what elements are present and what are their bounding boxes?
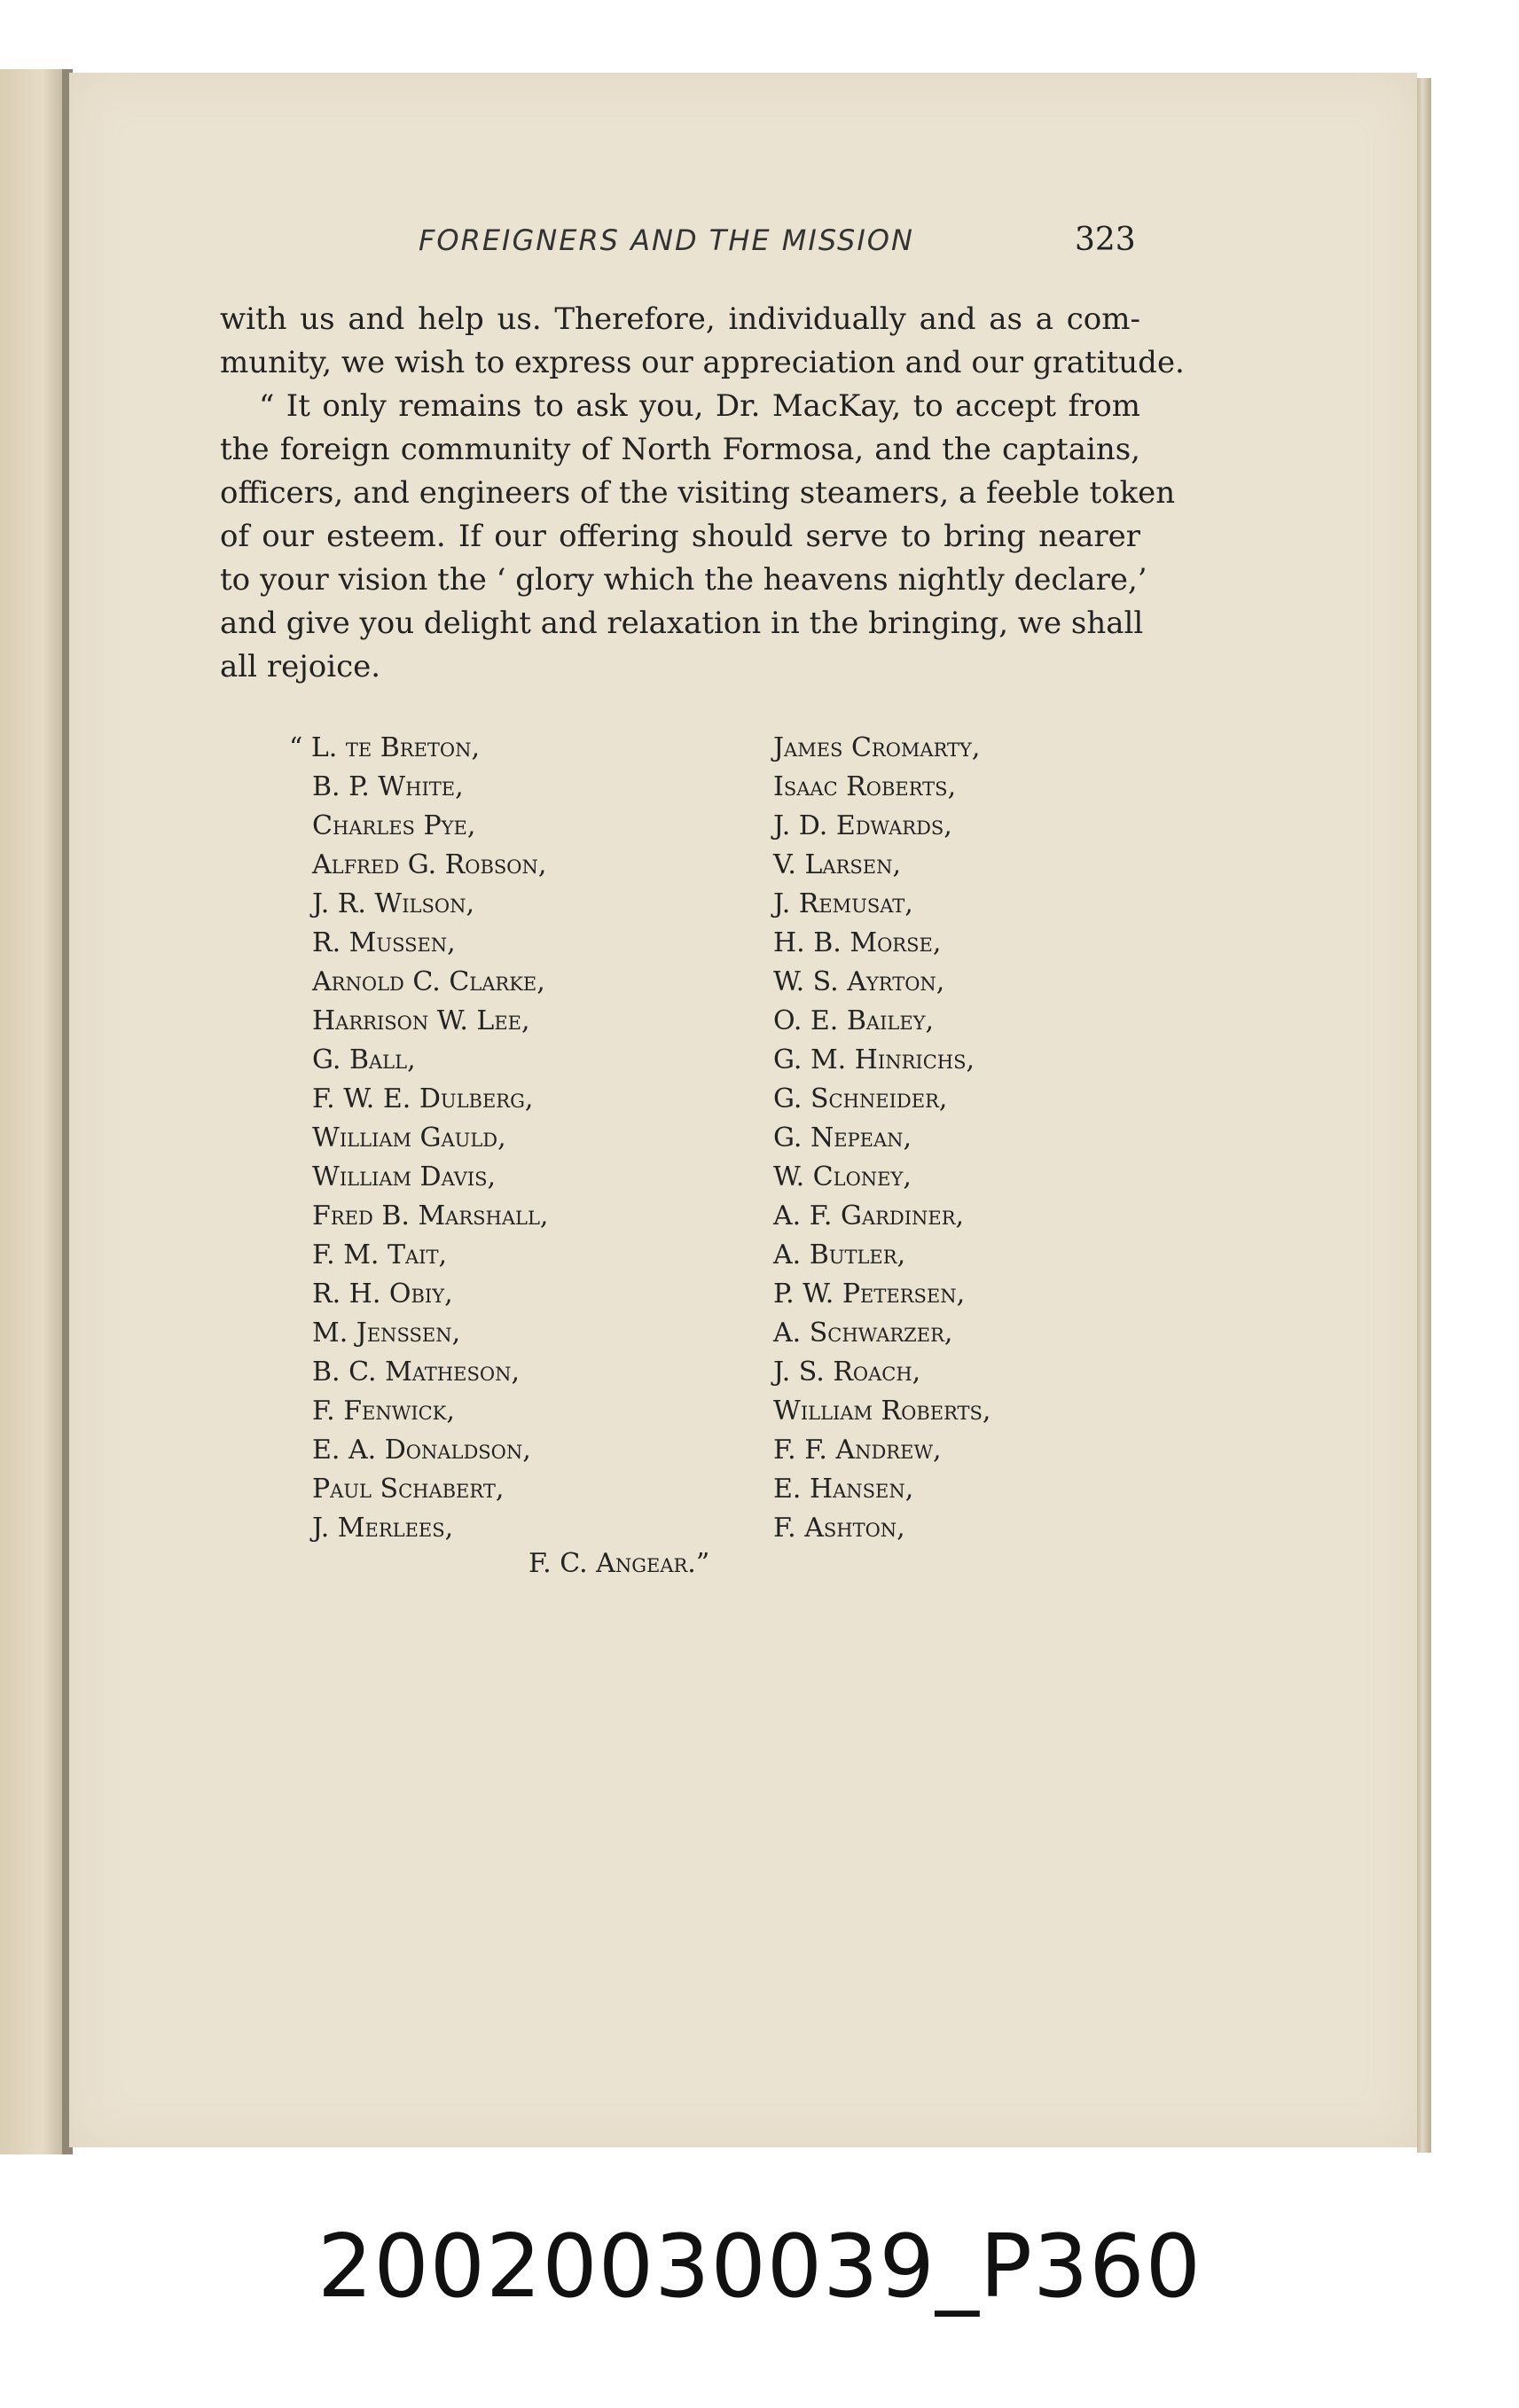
signatory-name: R. Mussen, <box>312 927 456 958</box>
signatory-name: Paul Schabert, <box>312 1474 505 1505</box>
signatory-name: William Gauld, <box>312 1122 506 1153</box>
paragraph-continuation <box>220 298 1185 385</box>
signatory-final: F. C. Angear.” <box>529 1548 710 1579</box>
text-line: and give you delight and relaxation in the bringing, we shall <box>220 606 1144 641</box>
signatory-name: William Davis, <box>312 1161 497 1192</box>
signatory-name: Charles Pye, <box>312 810 476 841</box>
signatory-name: G. Schneider, <box>773 1083 948 1114</box>
signatories-right-column <box>773 729 990 1548</box>
signatory-name: F. F. Andrew, <box>773 1435 942 1466</box>
signatory-name: E. Hansen, <box>773 1474 914 1505</box>
signatory-name: F. Ashton, <box>773 1513 905 1544</box>
signatory-name: J. Remusat, <box>773 888 913 919</box>
signatory-name: G. Ball, <box>312 1044 416 1075</box>
signatory-name: J. R. Wilson, <box>312 888 475 919</box>
signatory-name: “ L. te Breton, <box>289 732 481 763</box>
signatory-name: F. W. E. Dulberg, <box>312 1083 534 1114</box>
signatory-name: G. M. Hinrichs, <box>773 1044 975 1075</box>
signatory-name: Alfred G. Robson, <box>312 849 547 880</box>
signatory-name: B. C. Matheson, <box>312 1356 520 1388</box>
signatory-name: Isaac Roberts, <box>773 771 957 802</box>
text-line: of our esteem. If our offering should serve to bring nearer <box>220 519 1140 554</box>
signatory-name: V. Larsen, <box>773 849 902 880</box>
text-line: officers, and engineers of the visiting steamers, a feeble token <box>220 475 1176 511</box>
signatory-name: R. H. Obiy, <box>312 1278 453 1310</box>
signatory-name: J. S. Roach, <box>773 1356 921 1388</box>
signatory-name: F. M. Tait, <box>312 1239 448 1270</box>
facing-page-edge <box>0 69 71 2154</box>
signatory-name: P. W. Petersen, <box>773 1278 966 1310</box>
signatory-name: William Roberts, <box>773 1396 991 1427</box>
signatory-name: Harrison W. Lee, <box>312 1005 530 1036</box>
signatory-name: E. A. Donaldson, <box>312 1435 531 1466</box>
page-fore-edge <box>1417 78 1431 2153</box>
text-line: munity, we wish to express our appreciation and our gratitude. <box>220 345 1185 380</box>
signatory-name: A. Schwarzer, <box>773 1317 953 1349</box>
signatory-name: A. Butler, <box>773 1239 906 1270</box>
archive-id-label: 20020030039_P360 <box>317 2216 1202 2318</box>
signatory-name: B. P. White, <box>312 771 464 802</box>
signatory-name: J. D. Edwards, <box>773 810 952 841</box>
paragraph-address <box>220 385 1176 689</box>
signatory-name: G. Nepean, <box>773 1122 912 1153</box>
signatory-name: James Cromarty, <box>773 732 981 763</box>
text-line: with us and help us. Therefore, individually and as a com- <box>220 301 1140 337</box>
text-line: the foreign community of North Formosa, and the captains, <box>220 432 1140 467</box>
text-line: all rejoice. <box>220 649 381 684</box>
signatory-name: Fred B. Marshall, <box>312 1200 549 1231</box>
signatory-name: W. S. Ayrton, <box>773 966 945 997</box>
text-line: to your vision the ‘ glory which the heavens nightly declare,’ <box>220 562 1147 598</box>
signatory-name: F. Fenwick, <box>312 1396 455 1427</box>
running-header: FOREIGNERS AND THE MISSION <box>419 223 914 257</box>
signatory-name: O. E. Bailey, <box>773 1005 935 1036</box>
signatory-name: M. Jenssen, <box>312 1317 461 1349</box>
signatory-name: W. Cloney, <box>773 1161 912 1192</box>
page-number: 323 <box>1075 222 1136 258</box>
signatory-name: Arnold C. Clarke, <box>312 966 545 997</box>
signatories-left-column <box>289 729 549 1548</box>
text-line: “ It only remains to ask you, Dr. MacKay, to accept from <box>259 388 1140 424</box>
signatory-name: H. B. Morse, <box>773 927 942 958</box>
signatory-name: A. F. Gardiner, <box>773 1200 965 1231</box>
signatory-name: J. Merlees, <box>312 1513 454 1544</box>
